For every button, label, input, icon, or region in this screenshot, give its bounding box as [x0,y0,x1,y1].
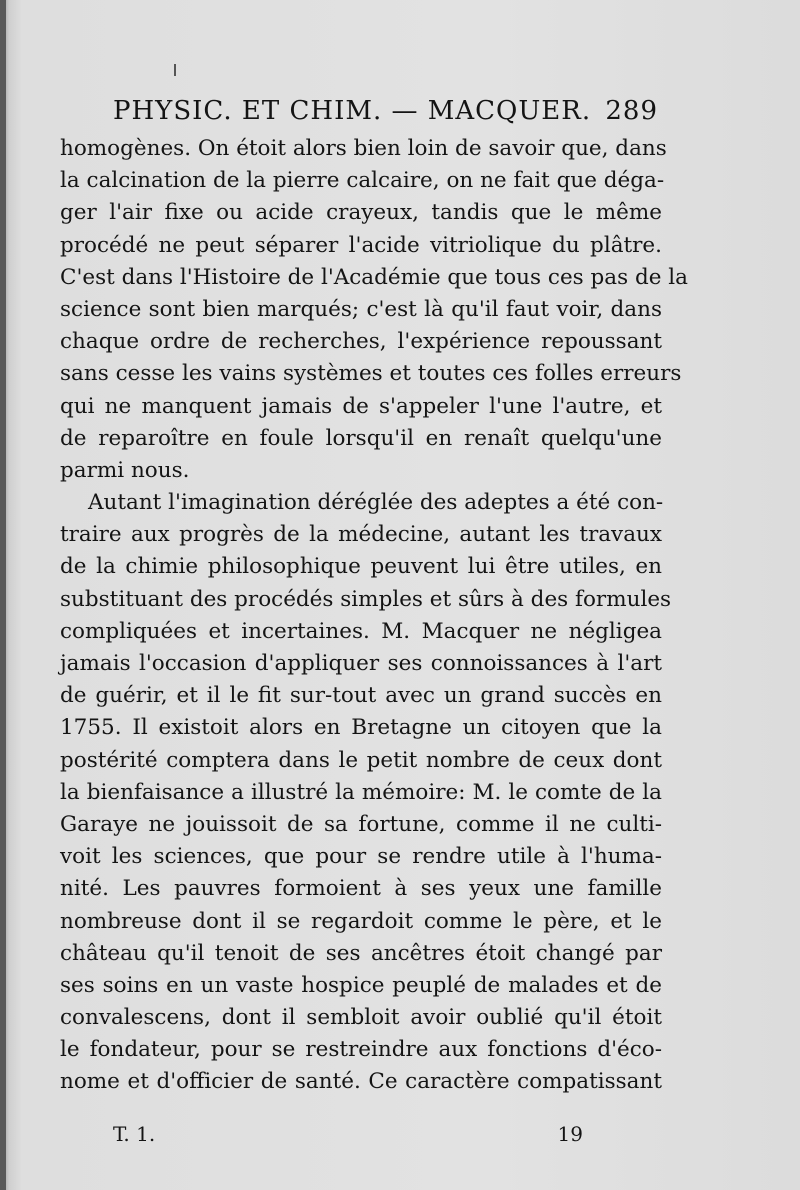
text-line: science sont bien marqués; c'est là qu'il faut voir, dans [60,296,662,322]
text-line: ger l'air fixe ou acide crayeux, tandis que le même [60,200,662,226]
text-line: Garaye ne jouissoit de sa fortune, comme il ne culti- [60,811,662,837]
text-line: 1755. Il existoit alors en Bretagne un citoyen que la [60,715,662,741]
running-header [113,96,658,136]
text-line: sans cesse les vains systèmes et toutes ces folles erreurs [60,361,682,387]
text-line: de guérir, et il le fit sur-tout avec un grand succès en [60,683,662,709]
text-line: chaque ordre de recherches, l'expérience repoussant [60,329,662,355]
text-line: homogènes. On étoit alors bien loin de savoir que, dans [60,136,667,161]
ink-mark [174,64,176,76]
text-line: voit les sciences, que pour se rendre utile à l'huma- [60,844,662,870]
text-line: ses soins en un vaste hospice peuplé de malades et de [60,972,662,998]
paragraph-start-line: Autant l'imagination déréglée des adeptes a été con- [88,490,664,516]
page-number: 289 [605,96,658,126]
signature-mark: T. 1. [113,1122,156,1146]
text-line: convalescens, dont il sembloit avoir oublié qu'il étoit [60,1005,662,1031]
text-line: procédé ne peut séparer l'acide vitriolique du plâtre. [60,232,662,258]
text-line: qui ne manquent jamais de s'appeler l'une l'autre, et [60,393,662,419]
text-line: la bienfaisance a illustré la mémoire: M. le comte de la [60,779,662,805]
text-line: jamais l'occasion d'appliquer ses connoissances à l'art [60,651,662,676]
quire-number: 19 [557,1122,583,1146]
text-line: substituant des procédés simples et sûrs à des formules [60,586,672,612]
page-gutter-shadow [0,0,6,1190]
text-line: compliquées et incertaines. M. Macquer ne négligea [60,618,662,644]
text-line: château qu'il tenoit de ses ancêtres étoit changé par [60,940,662,966]
body-text [60,133,688,1099]
text-line: C'est dans l'Histoire de l'Académie que tous ces pas de la [60,264,688,290]
page-footer [113,1122,583,1152]
text-line: postérité comptera dans le petit nombre de ceux dont [60,747,662,773]
text-line: de la chimie philosophique peuvent lui être utiles, en [60,554,662,580]
text-line: le fondateur, pour se restreindre aux fonctions d'éco- [60,1037,662,1063]
text-line: de reparoître en foule lorsqu'il en renaît quelqu'une [60,425,662,451]
text-line: traire aux progrès de la médecine, autant les travaux [60,522,662,548]
text-line: nome et d'officier de santé. Ce caractère compatissant [60,1069,662,1095]
text-line: nombreuse dont il se regardoit comme le père, et le [60,908,662,934]
text-line: nité. Les pauvres formoient à ses yeux une famille [60,876,662,902]
text-line: parmi nous. [60,457,190,483]
running-title: PHYSIC. ET CHIM. — MACQUER. [113,96,592,126]
text-line: la calcination de la pierre calcaire, on ne fait que déga- [60,168,665,194]
